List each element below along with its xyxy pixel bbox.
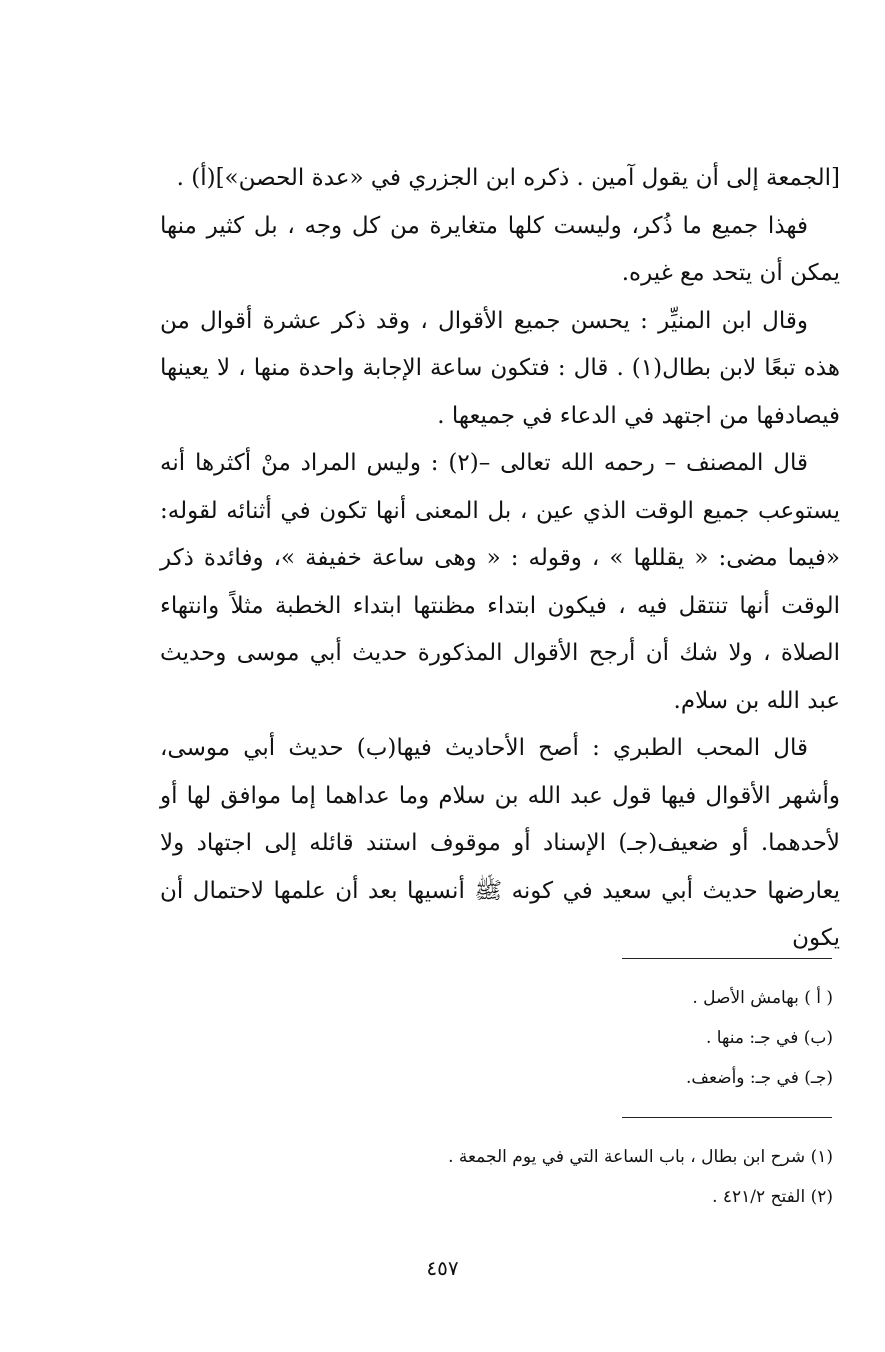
footnote: (٢) الفتح ٤٢١/٢ . xyxy=(712,1187,833,1207)
main-text xyxy=(160,155,840,963)
variant-notes xyxy=(160,978,833,1098)
paragraph: فهذا جميع ما ذُكر، وليست كلها متغايرة من كل وجه ، بل كثير منها يمكن أن يتحد مع غيره. xyxy=(160,212,840,286)
footnote: (جـ) في جـ: وأضعف. xyxy=(685,1068,833,1088)
footnote: ( أ ) بهامش الأصل . xyxy=(692,988,833,1008)
paragraph-continuation: [الجمعة إلى أن يقول آمين . ذكره ابن الجزري في «عدة الحصن»](أ) . xyxy=(176,165,840,191)
source-notes xyxy=(160,1137,833,1217)
paragraph: قال المصنف – رحمه الله تعالى –(٢) : وليس المراد منْ أكثرها أنه يستوعب جميع الوقت الذي عين ، بل المعنى أنها تكون في أثنائه لقوله: «فيما مضى: « يقللها » ، وقوله : « وهى ساعة خفيفة »، وفائدة ذكر الوقت أنها تنتقل فيه ، فيكون ابتداء مظنتها ابتداء الخطبة مثلاً وانتهاء الصلاة ، ولا شك أن أرجح الأقوال المذكورة حديث أبي موسى وحديث عبد الله بن سلام. xyxy=(160,450,840,714)
footnote-divider xyxy=(622,1117,832,1118)
footnote-divider xyxy=(622,958,832,959)
paragraph: قال المحب الطبري : أصح الأحاديث فيها(ب) حديث أبي موسى، وأشهر الأقوال فيها قول عبد الله بن سلام وما عداهما إما موافق لها أو لأحدهما. أو ضعيف(جـ) الإسناد أو موقوف استند قائله إلى اجتهاد ولا يعارضها حديث أبي سعيد في كونه ﷺ أنسيها بعد أن علمها لاحتمال أن يكون xyxy=(160,735,840,951)
footnote: (١) شرح ابن بطال ، باب الساعة التي في يوم الجمعة . xyxy=(448,1147,833,1167)
footnote: (ب) في جـ: منها . xyxy=(705,1028,833,1048)
page-number: ٤٥٧ xyxy=(426,1256,459,1280)
paragraph: وقال ابن المنيِّر : يحسن جميع الأقوال ، وقد ذكر عشرة أقوال من هذه تبعًا لابن بطال(١) . قال : فتكون ساعة الإجابة واحدة منها ، لا يعينها فيصادفها من اجتهد في الدعاء في جميعها . xyxy=(160,307,840,429)
